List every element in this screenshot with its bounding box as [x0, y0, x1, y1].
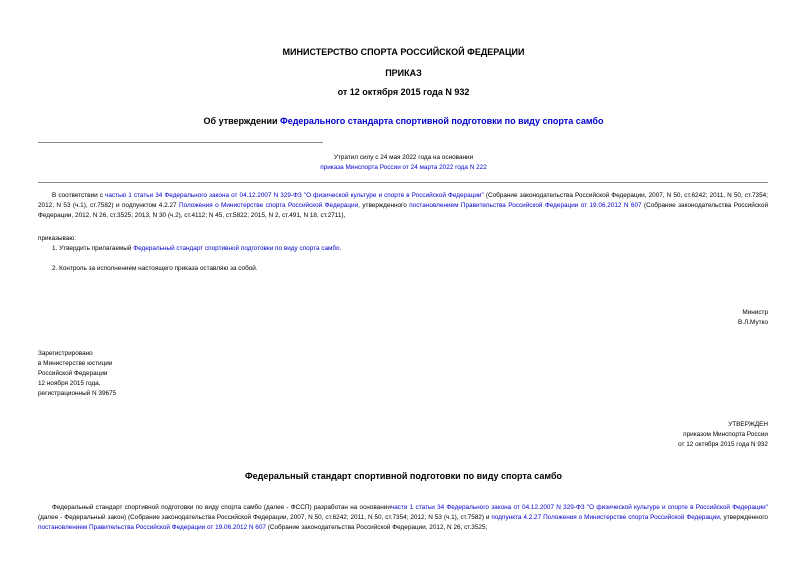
- separator-top: [38, 142, 323, 143]
- signature-block: [738, 308, 768, 328]
- approval-block: УТВЕРЖДЕН приказом Минспорта России от 12 октября 2015 года N 932: [678, 421, 768, 448]
- order-item-2: 2. Контроль за исполнением настоящего приказа оставляю за собой.: [52, 265, 258, 272]
- status-link[interactable]: приказа Минспорта России от 24 марта 2022 года N 222: [320, 164, 487, 171]
- document-subject: [0, 116, 807, 126]
- registration-block: Зарегистрировано в Министерстве юстиции Российской Федерации 12 ноября 2015 года, регистрационный N 39675: [38, 350, 117, 397]
- subject-link[interactable]: Федерального стандарта спортивной подготовки по виду спорта самбо: [280, 116, 604, 126]
- standard-title: Федеральный стандарт спортивной подготовки по виду спорта самбо: [245, 471, 562, 481]
- preamble-paragraph: В соответствии с частью 1 статьи 34 Федерального закона от 04.12.2007 N 329-ФЗ "О физической культуре и спорте в Российской Федерации" (Собрание законодательства Российской Федерации, 2007, N 50, ст.6242; 2011, N 50, ст.7354; 2012, N 53 (ч.1), ст.7582) и подпунктом 4.2.27 Положения о Министерстве спорта Российской Федерации, утвержденного постановлением Правительства Российской Федерации от 19.06.2012 N 607 (Собрание законодательства Российской Федерации, 2012, N 26, ст.3525; 2013, N 30 (ч.2), ст.4112; N 45, ст.5822; 2015, N 2, ст.491, N 18, ст.2711),: [38, 192, 769, 219]
- signature-position: Министр: [742, 309, 768, 316]
- law-link[interactable]: частью 1 статьи 34 Федерального закона от 04.12.2007 N 329-ФЗ "О физической культуре и спорте в Российской Федерации": [105, 192, 484, 199]
- status-note: Утратил силу с 24 мая 2022 года на основании: [333, 154, 474, 161]
- order-item-1: 1. Утвердить прилагаемый Федеральный стандарт спортивной подготовки по виду спорта самбо.: [52, 245, 342, 252]
- order-word: приказываю:: [38, 235, 76, 242]
- government-decree-link[interactable]: постановлением Правительства Российской Федерации от 19.06.2012 N 607: [409, 202, 642, 209]
- law-link-2[interactable]: части 1 статьи 34 Федерального закона от 04.12.2007 N 329-ФЗ "О физической культуре и спорте в Российской Федерации": [390, 504, 768, 511]
- government-decree-link-2[interactable]: постановлением Правительства Российской Федерации от 19.06.2012 N 607: [38, 524, 266, 531]
- subject-prefix: Об утверждении: [203, 116, 281, 126]
- document-type: ПРИКАЗ: [385, 68, 422, 78]
- regulation-link[interactable]: Положения о Министерстве спорта Российской Федерации: [178, 202, 359, 209]
- separator-bottom: [38, 182, 768, 183]
- ministry-title: МИНИСТЕРСТВО СПОРТА РОССИЙСКОЙ ФЕДЕРАЦИИ: [282, 47, 525, 57]
- standard-paragraph: Федеральный стандарт спортивной подготовки по виду спорта самбо (далее - ФССП) разработан на основаниичасти 1 статьи 34 Федерального закона от 04.12.2007 N 329-ФЗ "О физической культуре и спорте в Российской Федерации" (далее - Федеральный закон) (Собрание законодательства Российской Федерации, 2007, N 50, ст.6242; 2011, N 50, ст.7354; 2012, N 53 (ч.1), ст.7582) и подпункта 4.2.27 Положения о Министерстве спорта Российской Федерации, утвержденного постановлением Правительства Российской Федерации от 19.06.2012 N 607 (Собрание законодательства Российской Федерации, 2012, N 26, ст.3525;: [38, 504, 768, 531]
- signature-name: В.Л.Мутко: [738, 319, 768, 326]
- regulation-link-2[interactable]: подпункта 4.2.27 Положения о Министерстве спорта Российской Федерации: [491, 514, 720, 521]
- standard-link[interactable]: Федеральный стандарт спортивной подготовки по виду спорта самбо: [133, 245, 340, 252]
- document-date: от 12 октября 2015 года N 932: [337, 87, 470, 97]
